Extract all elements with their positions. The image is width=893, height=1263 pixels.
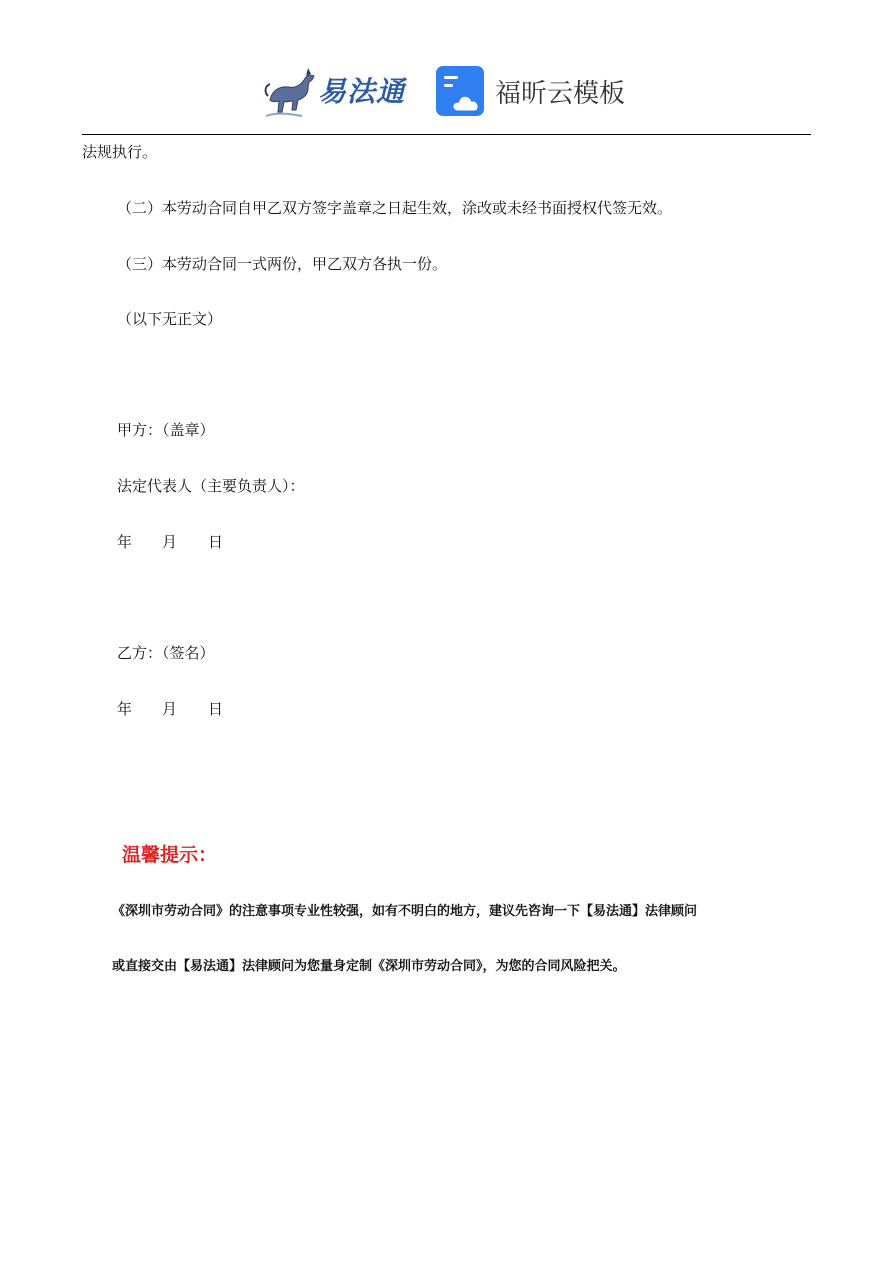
logo2-text: 福昕云模板: [495, 79, 626, 109]
date-a: [117, 532, 223, 552]
party-a-label: 甲方：（盖章）: [117, 421, 215, 439]
month-label: 月: [162, 700, 178, 718]
clause-3: （三）本劳动合同一式两份，甲乙双方各执一份。: [117, 255, 448, 273]
month-label: 月: [162, 533, 178, 551]
continuation-line: 法规执行。: [82, 143, 158, 161]
page-header: [0, 0, 893, 136]
tip-title: 温馨提示：: [122, 844, 218, 866]
year-label: 年: [117, 700, 133, 718]
party-b-label: 乙方：（签名）: [117, 644, 215, 662]
date-b: [117, 699, 223, 719]
fuxin-template-logo: [436, 66, 636, 118]
cloud-document-icon: [436, 66, 488, 118]
year-label: 年: [117, 533, 133, 551]
logo1-text: 易法通: [318, 75, 406, 108]
tip-line-1: 《深圳市劳动合同》的注意事项专业性较强，如有不明白的地方，建议先咨询一下【易法通】法律顾问: [112, 904, 698, 919]
clause-2: （二）本劳动合同自甲乙双方签字盖章之日起生效，涂改或未经书面授权代签无效。: [117, 199, 673, 217]
legal-rep-label: 法定代表人（主要负责人）：: [117, 477, 305, 495]
qilin-icon: [262, 60, 322, 120]
no-text-below: （以下无正文）: [117, 310, 223, 328]
day-label: 日: [208, 700, 224, 718]
day-label: 日: [208, 533, 224, 551]
header-divider: [82, 134, 811, 135]
tip-line-2: 或直接交由【易法通】法律顾问为您量身定制《深圳市劳动合同》，为您的合同风险把关。: [112, 959, 626, 974]
yifatong-logo: [262, 60, 414, 120]
